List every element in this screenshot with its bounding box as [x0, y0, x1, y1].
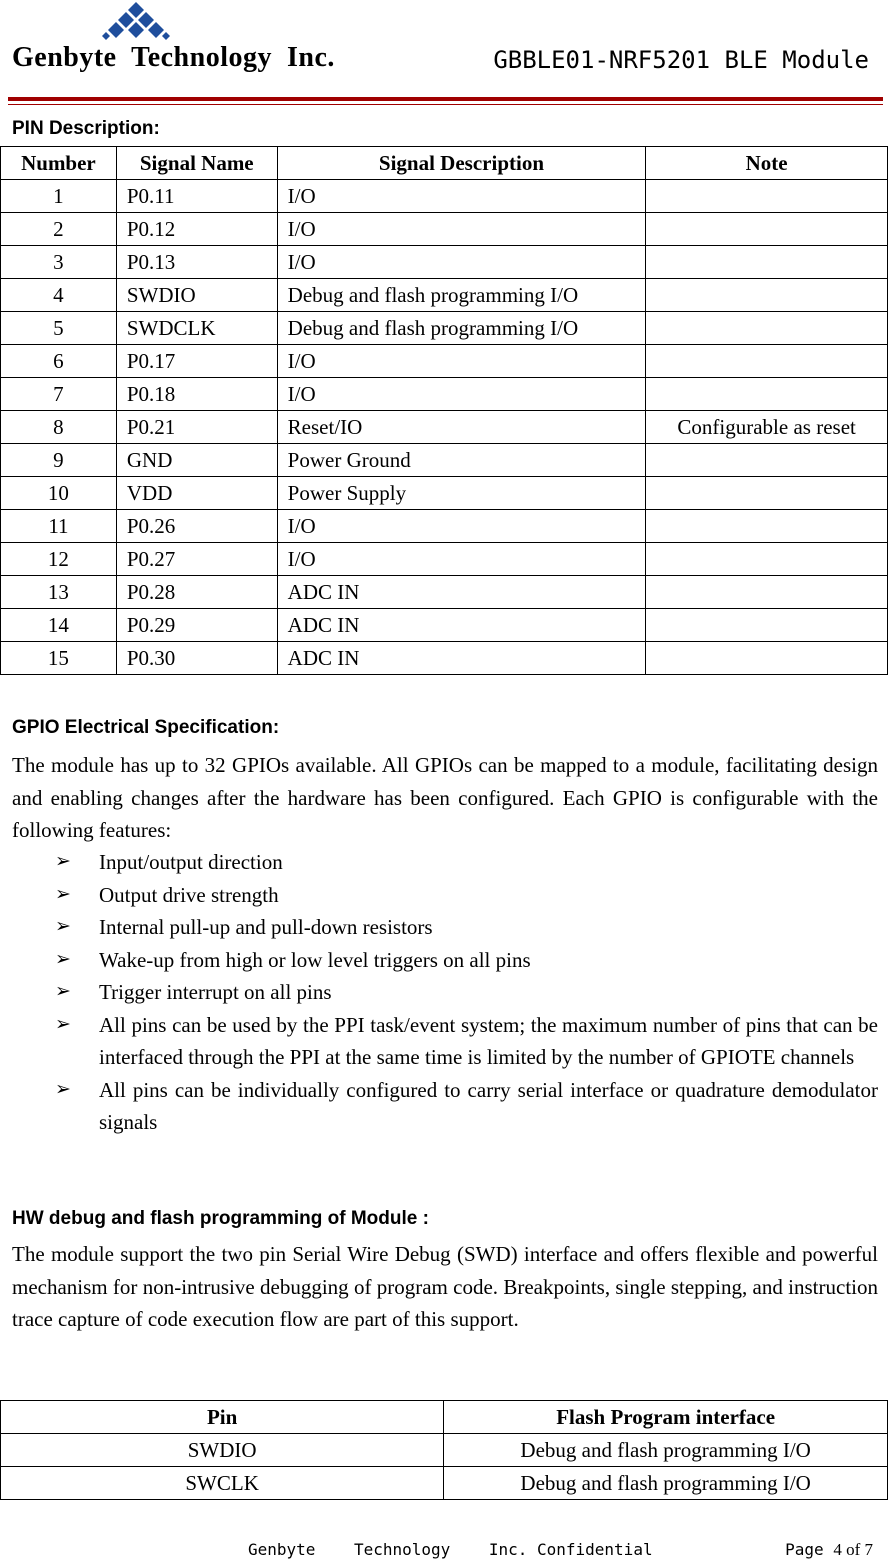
arrow-bullet-icon: ➢	[55, 916, 71, 937]
module-name: GBBLE01-NRF5201 BLE Module	[493, 46, 869, 74]
arrow-bullet-icon: ➢	[55, 981, 71, 1002]
pin-number-cell: 9	[1, 444, 117, 477]
pin-cell: SWDIO	[1, 1434, 444, 1467]
list-item	[55, 846, 878, 879]
pin-number-cell: 12	[1, 543, 117, 576]
note-cell	[646, 180, 888, 213]
signal-name-cell: P0.18	[116, 378, 277, 411]
column-header: Signal Description	[277, 147, 646, 180]
signal-description-cell: I/O	[277, 180, 646, 213]
page-number: 4 of 7	[833, 1540, 873, 1559]
flash-interface-cell: Debug and flash programming I/O	[444, 1467, 888, 1500]
table-row	[1, 477, 888, 510]
column-header: Signal Name	[116, 147, 277, 180]
list-item-text: All pins can be used by the PPI task/event system; the maximum number of pins that can be interfaced through the PPI at the same time is limited by the number of GPIOTE channels	[99, 1012, 878, 1069]
table-header-row	[1, 1401, 888, 1434]
signal-name-cell: P0.27	[116, 543, 277, 576]
note-cell	[646, 576, 888, 609]
pin-number-cell: 8	[1, 411, 117, 444]
table-row	[1, 345, 888, 378]
pin-number-cell: 14	[1, 609, 117, 642]
pin-number-cell: 5	[1, 312, 117, 345]
gpio-feature-list	[55, 846, 878, 1139]
list-item	[55, 879, 878, 912]
table-row	[1, 510, 888, 543]
note-cell	[646, 246, 888, 279]
table-row	[1, 1434, 888, 1467]
arrow-bullet-icon: ➢	[55, 851, 71, 872]
page-footer	[0, 1540, 889, 1560]
table-row	[1, 1467, 888, 1500]
signal-description-cell: I/O	[277, 543, 646, 576]
note-cell: Configurable as reset	[646, 411, 888, 444]
table-row	[1, 642, 888, 675]
signal-name-cell: P0.13	[116, 246, 277, 279]
company-name: Genbyte Technology Inc.	[12, 42, 335, 73]
header-rule-thin	[8, 104, 883, 105]
pin-number-cell: 4	[1, 279, 117, 312]
signal-name-cell: P0.17	[116, 345, 277, 378]
signal-name-cell: P0.29	[116, 609, 277, 642]
table-row	[1, 576, 888, 609]
signal-name-cell: VDD	[116, 477, 277, 510]
table-row	[1, 378, 888, 411]
list-item-text: All pins can be individually configured to carry serial interface or quadrature demodulator signals	[99, 1077, 878, 1134]
flash-interface-cell: Debug and flash programming I/O	[444, 1434, 888, 1467]
signal-name-cell: GND	[116, 444, 277, 477]
pin-number-cell: 6	[1, 345, 117, 378]
signal-name-cell: P0.26	[116, 510, 277, 543]
pin-number-cell: 13	[1, 576, 117, 609]
column-header: Note	[646, 147, 888, 180]
signal-description-cell: I/O	[277, 246, 646, 279]
hw-debug-heading: HW debug and flash programming of Module :	[12, 1208, 429, 1229]
note-cell	[646, 345, 888, 378]
list-item-text: Internal pull-up and pull-down resistors	[99, 915, 433, 939]
signal-name-cell: SWDCLK	[116, 312, 277, 345]
signal-description-cell: Debug and flash programming I/O	[277, 279, 646, 312]
gpio-heading: GPIO Electrical Specification:	[12, 717, 280, 738]
signal-description-cell: Debug and flash programming I/O	[277, 312, 646, 345]
signal-name-cell: P0.11	[116, 180, 277, 213]
list-item	[55, 944, 878, 977]
list-item	[55, 911, 878, 944]
pin-number-cell: 15	[1, 642, 117, 675]
arrow-bullet-icon: ➢	[55, 883, 71, 905]
pin-number-cell: 7	[1, 378, 117, 411]
pin-number-cell: 2	[1, 213, 117, 246]
table-row	[1, 609, 888, 642]
list-item-text: Input/output direction	[99, 850, 283, 874]
table-row	[1, 411, 888, 444]
list-item-text: Output drive strength	[99, 882, 279, 907]
table-row	[1, 444, 888, 477]
signal-description-cell: I/O	[277, 213, 646, 246]
company-logo-icon	[100, 2, 172, 42]
page-label: Page	[785, 1540, 824, 1559]
list-item-text: Trigger interrupt on all pins	[99, 980, 332, 1004]
header-rule-thick	[8, 97, 883, 101]
arrow-bullet-icon: ➢	[55, 1078, 71, 1100]
arrow-bullet-icon: ➢	[55, 1013, 71, 1035]
column-header: Flash Program interface	[444, 1401, 888, 1434]
signal-description-cell: ADC IN	[277, 609, 646, 642]
note-cell	[646, 477, 888, 510]
table-row	[1, 246, 888, 279]
note-cell	[646, 213, 888, 246]
table-row	[1, 312, 888, 345]
list-item	[55, 1074, 878, 1139]
page-header	[0, 0, 889, 110]
pin-number-cell: 1	[1, 180, 117, 213]
note-cell	[646, 543, 888, 576]
gpio-intro: The module has up to 32 GPIOs available. All GPIOs can be mapped to a module, facilitating design and enabling changes after the hardware has been configured. Each GPIO is configurable with the following features:	[12, 753, 878, 842]
signal-description-cell: ADC IN	[277, 576, 646, 609]
table-row	[1, 279, 888, 312]
signal-description-cell: Power Ground	[277, 444, 646, 477]
column-header: Number	[1, 147, 117, 180]
signal-name-cell: SWDIO	[116, 279, 277, 312]
note-cell	[646, 642, 888, 675]
column-header: Pin	[1, 1401, 444, 1434]
signal-description-cell: I/O	[277, 510, 646, 543]
table-header-row	[1, 147, 888, 180]
signal-description-cell: ADC IN	[277, 642, 646, 675]
table-row	[1, 213, 888, 246]
signal-name-cell: P0.21	[116, 411, 277, 444]
signal-description-cell: I/O	[277, 345, 646, 378]
signal-description-cell: Power Supply	[277, 477, 646, 510]
note-cell	[646, 444, 888, 477]
note-cell	[646, 279, 888, 312]
pin-number-cell: 11	[1, 510, 117, 543]
footer-confidential: Genbyte Technology Inc. Confidential	[248, 1540, 653, 1559]
note-cell	[646, 510, 888, 543]
list-item-text: Wake-up from high or low level triggers on all pins	[99, 947, 531, 972]
signal-description-cell: I/O	[277, 378, 646, 411]
pin-description-table	[0, 146, 888, 675]
list-item	[55, 1009, 878, 1074]
hw-debug-text: The module support the two pin Serial Wire Debug (SWD) interface and offers flexible and powerful mechanism for non-intrusive debugging of program code. Breakpoints, single stepping, and instruction trace capture of code execution flow are part of this support.	[12, 1242, 878, 1331]
pin-number-cell: 3	[1, 246, 117, 279]
footer-page	[785, 1540, 873, 1560]
pin-description-heading: PIN Description:	[12, 118, 160, 139]
signal-name-cell: P0.12	[116, 213, 277, 246]
note-cell	[646, 378, 888, 411]
pin-number-cell: 10	[1, 477, 117, 510]
flash-program-table	[0, 1400, 888, 1500]
pin-cell: SWCLK	[1, 1467, 444, 1500]
arrow-bullet-icon: ➢	[55, 948, 71, 970]
signal-description-cell: Reset/IO	[277, 411, 646, 444]
table-row	[1, 180, 888, 213]
signal-name-cell: P0.28	[116, 576, 277, 609]
note-cell	[646, 609, 888, 642]
note-cell	[646, 312, 888, 345]
table-row	[1, 543, 888, 576]
list-item	[55, 976, 878, 1009]
signal-name-cell: P0.30	[116, 642, 277, 675]
